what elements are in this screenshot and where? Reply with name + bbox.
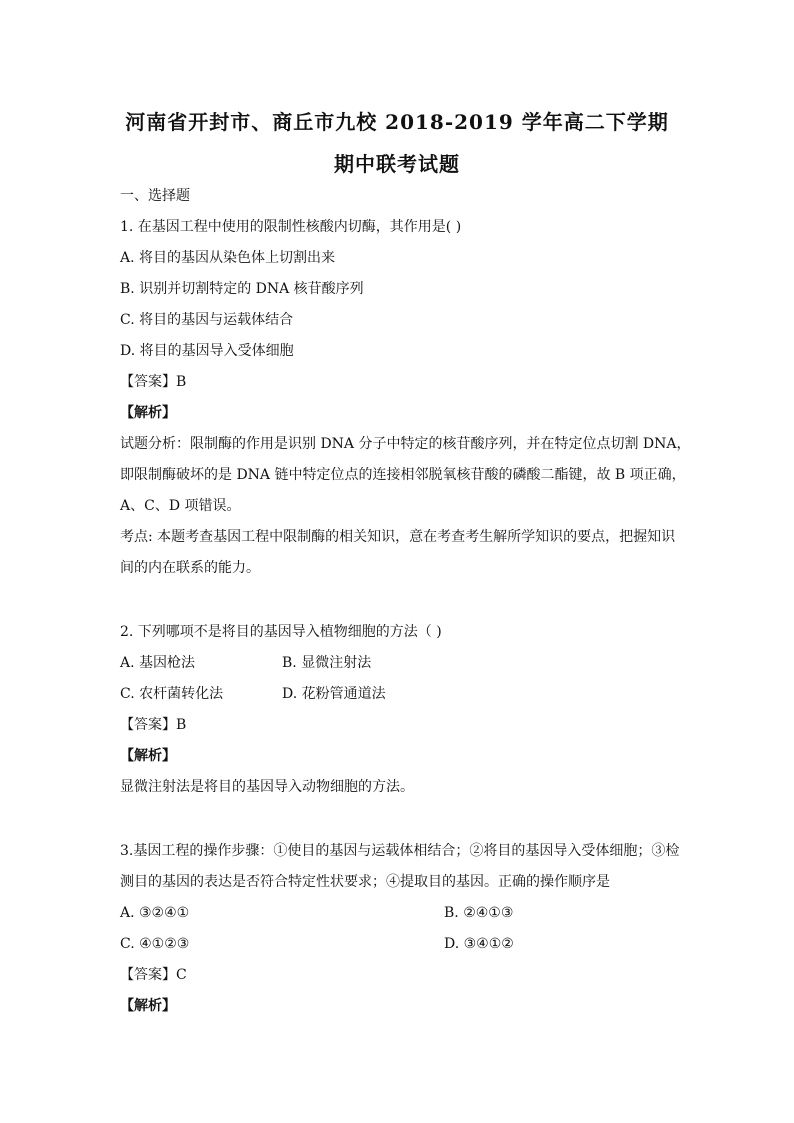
q1-stem: 1. 在基因工程中使用的限制性核酸内切酶，其作用是( ) [120, 219, 462, 235]
q2-stem: 2. 下列哪项不是将目的基因导入植物细胞的方法（ ) [120, 624, 442, 640]
q1-option-b: B. 识别并切割特定的 DNA 核苷酸序列 [120, 281, 364, 297]
q3-option-a: A. ③②④① [120, 905, 190, 921]
q1-option-a: A. 将目的基因从染色体上切割出来 [120, 250, 336, 266]
q1-note-line1: 考点: 本题考查基因工程中限制酶的相关知识，意在考查考生解所学知识的要点，把握知识 [120, 529, 676, 545]
q2-option-c: C. 农杆菌转化法 [120, 686, 224, 702]
q2-analysis-label: 【解析】 [120, 748, 176, 764]
q1-analysis-label: 【解析】 [120, 405, 176, 421]
q3-answer: 【答案】C [120, 967, 187, 983]
doc-title-line2: 期中联考试题 [334, 152, 460, 176]
doc-title-line1: 河南省开封市、商丘市九校 2018-2019 学年高二下学期 [125, 110, 669, 134]
q1-note-line2: 间的内在联系的能力。 [120, 560, 260, 576]
q1-answer: 【答案】B [120, 374, 187, 390]
section-heading: 一、选择题 [120, 188, 190, 204]
q1-option-d: D. 将目的基因导入受体细胞 [120, 343, 294, 359]
q3-option-d: D. ③④①② [444, 936, 514, 952]
q2-answer: 【答案】B [120, 717, 187, 733]
q1-analysis-line3: A、C、D 项错误。 [120, 498, 241, 514]
q2-option-b: B. 显微注射法 [282, 655, 372, 671]
q1-option-c: C. 将目的基因与运载体结合 [120, 312, 294, 328]
q3-stem-line2: 测目的基因的表达是否符合特定性状要求；④提取目的基因。正确的操作顺序是 [120, 874, 610, 890]
q3-stem-line1: 3.基因工程的操作步骤：①使目的基因与运载体相结合；②将目的基因导入受体细胞；③检 [120, 843, 680, 859]
q1-analysis-line2: 即限制酶破坏的是 DNA 链中特定位点的连接相邻脱氧核苷酸的磷酸二酯键，故 B 项正确， [120, 467, 686, 483]
q3-option-c: C. ④①②③ [120, 936, 190, 952]
q2-option-d: D. 花粉管通道法 [282, 686, 386, 702]
q3-option-b: B. ②④①③ [444, 905, 514, 921]
q3-analysis-label: 【解析】 [120, 998, 176, 1014]
q1-analysis-line1: 试题分析：限制酶的作用是识别 DNA 分子中特定的核苷酸序列，并在特定位点切割 DNA， [120, 436, 691, 452]
q2-analysis-line1: 显微注射法是将目的基因导入动物细胞的方法。 [120, 779, 414, 795]
q2-option-a: A. 基因枪法 [120, 655, 196, 671]
